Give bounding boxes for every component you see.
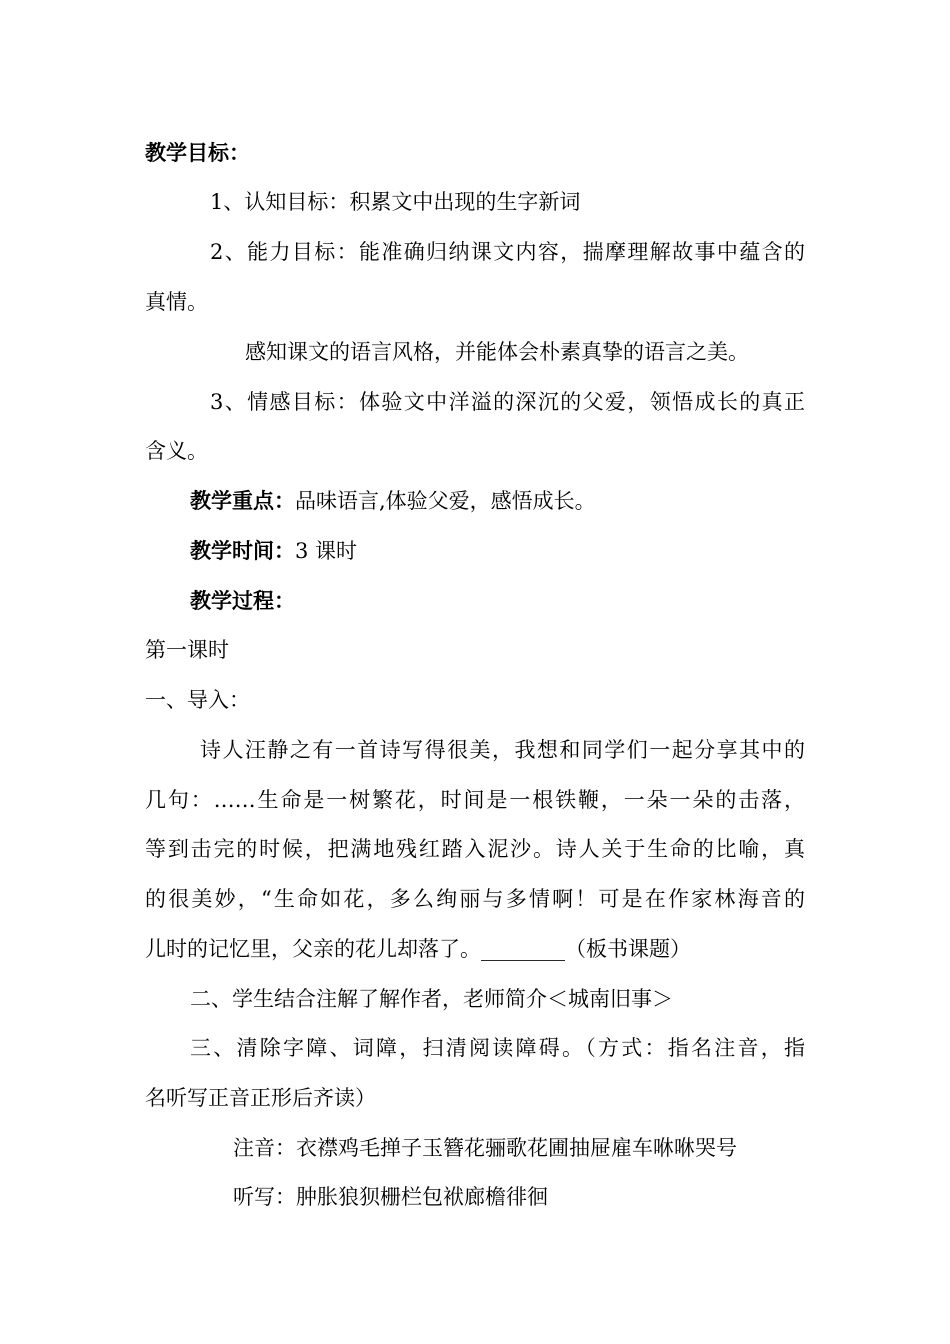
- objective-item-2-line-1: 2、能力目标：能准确归纳课文内容，揣摩理解故事中蕴含的: [210, 240, 805, 264]
- intro-line-3: 等到击完的时候，把满地残红踏入泥沙。诗人关于生命的比喻，真: [145, 837, 805, 861]
- objective-item-2-line-2: 真情。: [145, 290, 208, 314]
- teaching-focus-text: 品味语言,体验父爱，感悟成长。: [295, 489, 596, 513]
- teaching-time-text: 3 课时: [295, 539, 358, 563]
- intro-line-5: 儿时的记忆里，父亲的花儿却落了。________（板书课题）: [145, 937, 691, 961]
- teaching-focus-label: 教学重点：: [190, 488, 295, 513]
- objective-item-1: 1、认知目标：积累文中出现的生字新词: [210, 190, 581, 214]
- intro-line-1: 诗人汪静之有一首诗写得很美，我想和同学们一起分享其中的: [200, 738, 805, 762]
- teaching-time-label: 教学时间：: [190, 538, 295, 563]
- teaching-time: [190, 538, 357, 564]
- step-3-line-2: 名听写正音正形后齐读）: [145, 1086, 376, 1110]
- lesson-title: 第一课时: [145, 638, 229, 662]
- step-3-line-1: 三、清除字障、词障，扫清阅读障碍。（方式：指名注音，指: [190, 1036, 805, 1060]
- objective-item-3-line-2: 含义。: [145, 439, 208, 463]
- objective-item-2-line-3: 感知课文的语言风格，并能体会朴素真挚的语言之美。: [245, 340, 749, 364]
- intro-line-4: 的很美妙，“生命如花，多么绚丽与多情啊！可是在作家林海音的: [145, 887, 805, 911]
- step-2: 二、学生结合注解了解作者，老师简介＜城南旧事＞: [190, 987, 673, 1011]
- teaching-process-label: 教学过程：: [190, 588, 295, 613]
- objectives-heading: 教学目标：: [145, 140, 250, 165]
- intro-line-2: 几句：……生命是一树繁花，时间是一根铁鞭，一朵一朵的击落，: [145, 788, 805, 812]
- objective-item-3-line-1: 3、情感目标：体验文中洋溢的深沉的父爱，领悟成长的真正: [210, 390, 805, 414]
- pinyin-words: 注音：衣襟鸡毛掸子玉簪花骊歌花圃抽屉雇车咻咻哭号: [233, 1136, 737, 1160]
- teaching-focus: [190, 488, 596, 514]
- dictation-words: 听写：肿胀狼狈栅栏包袱廊檐徘徊: [233, 1185, 548, 1209]
- intro-heading: 一、导入：: [145, 688, 250, 712]
